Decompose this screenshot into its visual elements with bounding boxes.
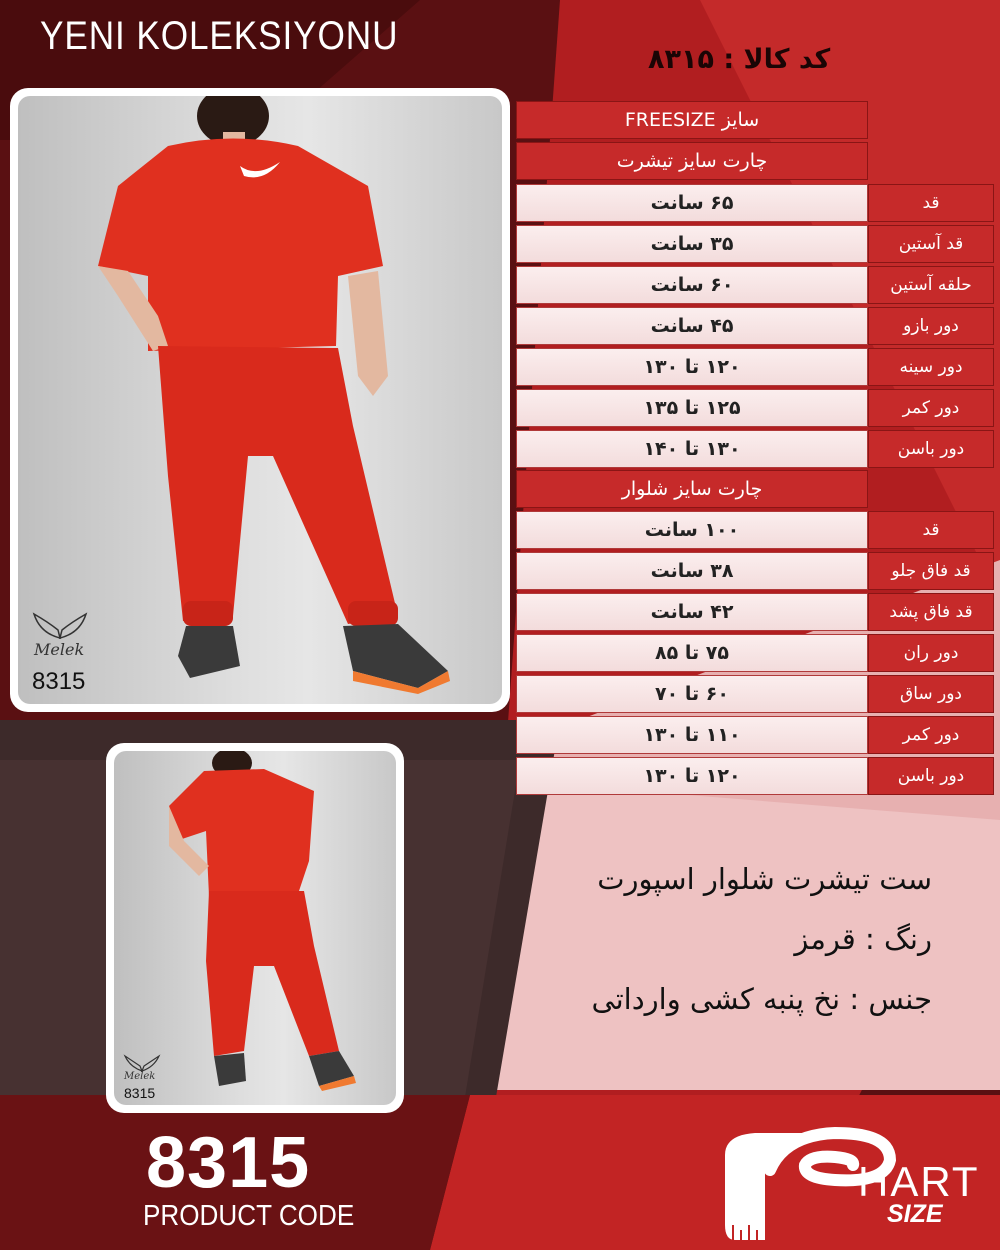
back-product-photo[interactable] (106, 743, 404, 1113)
model-figure-back (114, 751, 396, 1105)
row-label: دور باسن (868, 757, 994, 795)
row-value: ۱۲۰ تا ۱۳۰ (516, 757, 868, 795)
row-label: دور کمر (868, 716, 994, 754)
row-label: قد آستین (868, 225, 994, 263)
row-value: ۱۳۰ تا ۱۴۰ (516, 430, 868, 468)
photo-brand: Melek (34, 640, 85, 659)
row-label: دور کمر (868, 389, 994, 427)
model-figure-front (18, 96, 502, 704)
row-value: ۶۵ سانت (516, 184, 868, 222)
row-label: قد (868, 184, 994, 222)
row-value: ۳۸ سانت (516, 552, 868, 590)
row-value: ۳۵ سانت (516, 225, 868, 263)
row-value: ۶۰ سانت (516, 266, 868, 304)
row-label: دور ران (868, 634, 994, 672)
row-value: ۷۵ تا ۸۵ (516, 634, 868, 672)
photo-code: 8315 (32, 668, 86, 695)
row-value: ۴۲ سانت (516, 593, 868, 631)
size-header: سایز FREESIZE (516, 101, 868, 139)
row-label: دور ساق (868, 675, 994, 713)
product-color: رنگ : قرمز (794, 922, 932, 956)
logo-size-text: SIZE (887, 1200, 943, 1228)
product-code-number: 8315 (146, 1123, 311, 1203)
pants-chart-title: چارت سایز شلوار (516, 470, 868, 508)
logo-hart-text: HART (858, 1158, 980, 1205)
collection-title: YENI KOLEKSIYONU (40, 14, 399, 58)
photo-brand: Melek (124, 1071, 156, 1082)
row-label: دور بازو (868, 307, 994, 345)
row-label: دور باسن (868, 430, 994, 468)
row-value: ۱۲۵ تا ۱۳۵ (516, 389, 868, 427)
product-material: جنس : نخ پنبه کشی وارداتی (591, 982, 932, 1016)
row-label: قد فاق جلو (868, 552, 994, 590)
row-label: قد فاق پشد (868, 593, 994, 631)
row-label: دور سینه (868, 348, 994, 386)
main-product-photo[interactable] (10, 88, 510, 712)
row-value: ۱۰۰ سانت (516, 511, 868, 549)
product-code-label: PRODUCT CODE (143, 1200, 355, 1232)
row-value: ۱۲۰ تا ۱۳۰ (516, 348, 868, 386)
row-value: ۴۵ سانت (516, 307, 868, 345)
photo-code: 8315 (124, 1085, 156, 1101)
row-value: ۶۰ تا ۷۰ (516, 675, 868, 713)
row-label: حلقه آستین (868, 266, 994, 304)
tshirt-chart-title: چارت سایز تیشرت (516, 142, 868, 180)
product-name: ست تیشرت شلوار اسپورت (597, 862, 932, 896)
item-code: کد کالا : ۸۳۱۵ (648, 44, 831, 75)
row-value: ۱۱۰ تا ۱۳۰ (516, 716, 868, 754)
row-label: قد (868, 511, 994, 549)
